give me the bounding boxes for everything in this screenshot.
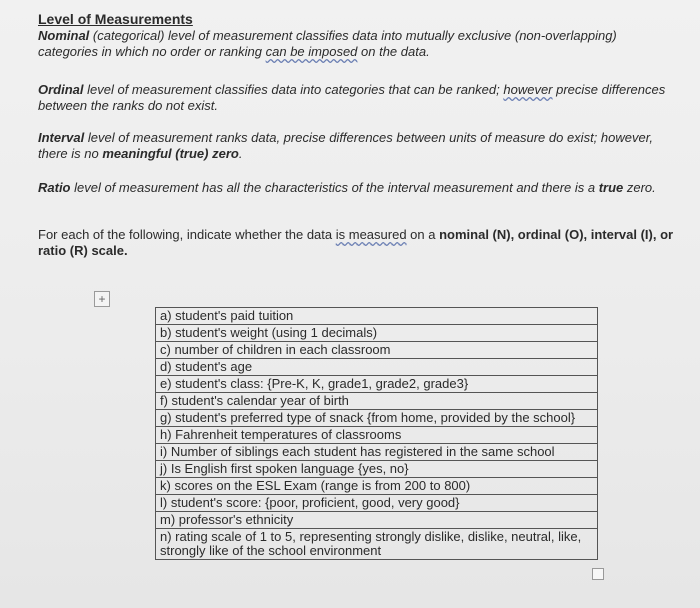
- nominal-paragraph: [38, 28, 678, 60]
- item-cell[interactable]: k) scores on the ESL Exam (range is from 200 to 800): [156, 478, 598, 495]
- ordinal-squiggle-text: however: [503, 82, 553, 97]
- table-row: [156, 410, 598, 427]
- interval-text-2: .: [238, 146, 243, 161]
- table-row: [156, 478, 598, 495]
- instructions-squiggle-text: is measured: [335, 227, 407, 242]
- table-row: [156, 342, 598, 359]
- items-table: [155, 307, 598, 560]
- page-title: Level of Measurements: [38, 11, 193, 27]
- table-row: [156, 461, 598, 478]
- table-row: [156, 444, 598, 461]
- item-cell[interactable]: b) student's weight (using 1 decimals): [156, 325, 598, 342]
- interval-term: Interval: [38, 130, 85, 145]
- item-cell[interactable]: j) Is English first spoken language {yes, no}: [156, 461, 598, 478]
- table-row: [156, 325, 598, 342]
- instructions-bold: nominal (N), ordinal (O), interval (I), or ratio (R) scale.: [38, 227, 674, 258]
- table-row: [156, 512, 598, 529]
- ordinal-text-2: precise differences between the ranks do not exist.: [38, 82, 666, 113]
- table-row: [156, 376, 598, 393]
- item-cell[interactable]: i) Number of siblings each student has registered in the same school: [156, 444, 598, 461]
- interval-emphasis: meaningful (true) zero: [102, 146, 239, 161]
- item-cell[interactable]: c) number of children in each classroom: [156, 342, 598, 359]
- table-row: [156, 427, 598, 444]
- interval-text-1: level of measurement ranks data, precise differences between units of measure do exist; however, there is no: [38, 130, 653, 161]
- interval-paragraph: [38, 130, 678, 162]
- instructions-paragraph: [38, 227, 678, 259]
- item-cell[interactable]: g) student's preferred type of snack {from home, provided by the school}: [156, 410, 598, 427]
- nominal-text-2: on the data.: [357, 44, 430, 59]
- nominal-text-1: (categorical) level of measurement classifies data into mutually exclusive (non-overlapping) categories in which no order or ranking: [38, 28, 617, 59]
- item-cell[interactable]: d) student's age: [156, 359, 598, 376]
- table-row: [156, 308, 598, 325]
- nominal-term: Nominal: [38, 28, 90, 43]
- item-cell[interactable]: l) student's score: {poor, proficient, good, very good}: [156, 495, 598, 512]
- table-resize-handle-icon[interactable]: [592, 568, 604, 580]
- ratio-text-2: zero.: [623, 180, 656, 195]
- table-row: [156, 393, 598, 410]
- ordinal-term: Ordinal: [38, 82, 84, 97]
- instructions-text-1: For each of the following, indicate whether the data: [38, 227, 336, 242]
- ratio-paragraph: [38, 180, 678, 196]
- table-move-handle-icon[interactable]: +: [94, 291, 110, 307]
- table-row: [156, 529, 598, 560]
- item-cell[interactable]: f) student's calendar year of birth: [156, 393, 598, 410]
- ratio-emphasis: true: [598, 180, 624, 195]
- item-cell[interactable]: m) professor's ethnicity: [156, 512, 598, 529]
- item-cell[interactable]: n) rating scale of 1 to 5, representing strongly dislike, dislike, neutral, like, strongly like of the school environment: [156, 529, 598, 560]
- ratio-term: Ratio: [38, 180, 71, 195]
- ordinal-paragraph: [38, 82, 678, 114]
- table-row: [156, 359, 598, 376]
- ordinal-text-1: level of measurement classifies data into categories that can be ranked;: [83, 82, 504, 97]
- item-cell[interactable]: h) Fahrenheit temperatures of classrooms: [156, 427, 598, 444]
- nominal-squiggle-text: can be imposed: [265, 44, 358, 59]
- instructions-text-2: on a: [406, 227, 440, 242]
- ratio-text-1: level of measurement has all the characteristics of the interval measurement and there is a: [70, 180, 599, 195]
- item-cell[interactable]: e) student's class: {Pre-K, K, grade1, grade2, grade3}: [156, 376, 598, 393]
- table-row: [156, 495, 598, 512]
- item-cell[interactable]: a) student's paid tuition: [156, 308, 598, 325]
